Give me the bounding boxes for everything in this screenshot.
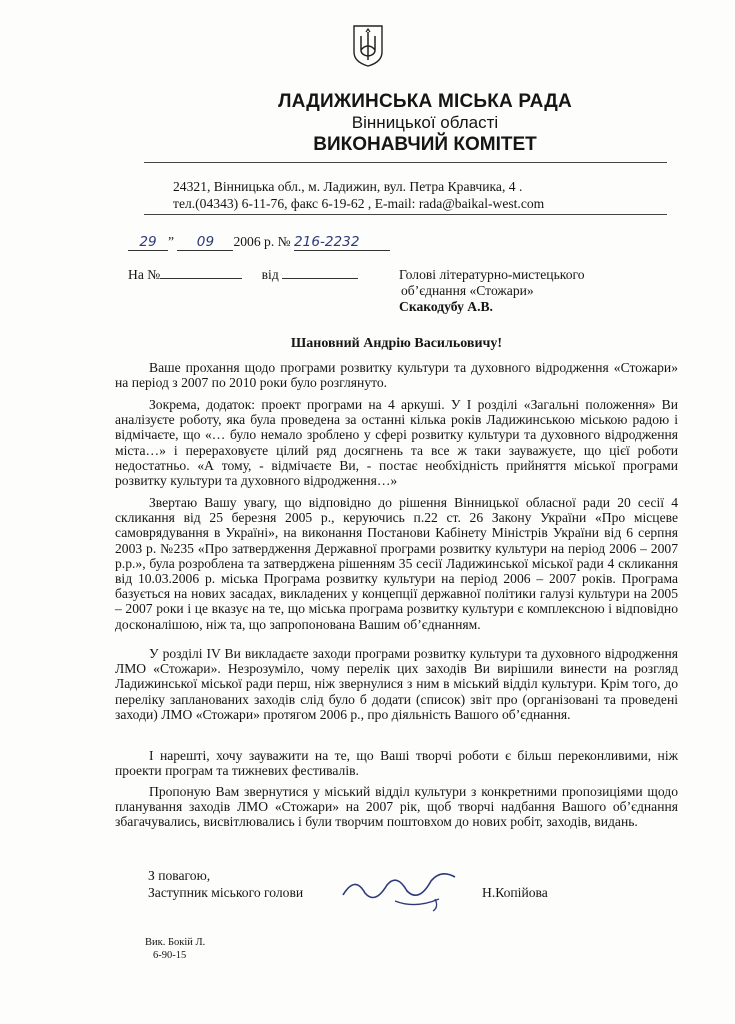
body-paragraph-4: У розділі ІV Ви викладаєте заходи програми розвитку культури та духовного відродження ЛМО «Стожари». Незрозуміло, чому перелік цих заходів Ви вирішили винести на розгляд Ладижинської міської ради перш, ніж звернулися з ним в міський відділ культури. Крім того, до переліку запланованих заходів слід було б додати (список) звіт про (організовані та проведені заходи) ЛМО «Стожари» протягом 2006 р., про діяльність Вашого об’єднання.: [115, 646, 678, 722]
body-paragraph-3: Звертаю Вашу увагу, що відповідно до рішення Вінницької обласної ради 20 сесії 4 скликання від 25 березня 2005 р., керуючись п.22 ст. 26 Закону України «Про місцеве самоврядування в Україні», на виконання Постанови Кабінету Міністрів України від 6 серпня 2003 р. №235 «Про затвердження Державної програми розвитку культури на період 2006 – 2007 р.р.», була розроблена та затверджена рішенням 35 сесії Ладижинської міської ради 4 скликання від 10.03.2006 р. міська Програма розвитку культури на період 2006 – 2007 років. Програма базується на нових засадах, викладених у концепції державної політики галузі культури на 2005 – 2007 роки і це вказує на те, що міська програма розвитку культури є комплексною і відповідно досконалішою, ніж та, що запропонована Вашим об’єднанням.: [115, 495, 678, 632]
vid-label: від: [261, 267, 279, 282]
body-paragraph-5: І нарешті, хочу зауважити на те, що Ваші творчі роботи є більш переконливими, ніж проекти програм та тижневих фестивалів.: [115, 748, 678, 779]
date-day-handwritten: 29: [139, 234, 157, 250]
header-rule: [144, 162, 667, 163]
signer-position: Заступник міського голови: [148, 885, 304, 900]
outgoing-ref: [128, 234, 390, 251]
address-rule: [144, 214, 667, 215]
committee-title: ВИКОНАВЧИЙ КОМІТЕТ: [313, 134, 537, 155]
recipient-line1: Голові літературно-мистецького: [399, 267, 585, 282]
quote-mark: ”: [168, 234, 175, 249]
salutation: Шановний Андрію Васильовичу!: [290, 336, 503, 351]
body-paragraph-1: Ваше прохання щодо програми розвитку культури та духовного відродження «Стожари» на період з 2007 по 2010 роки було розглянуто.: [115, 360, 678, 391]
date-month-handwritten: 09: [196, 234, 215, 250]
contacts-line: тел.(04343) 6-11-76, факс 6-19-62 , E-mail: rada@baikal-west.com: [173, 196, 545, 211]
body-paragraph-2: Зокрема, додаток: проект програми на 4 аркуші. У І розділі «Загальні положення» Ви аналізуєте роботу, яка була проведена за останні кілька років Ладижинською міською радою і відмічаєте, що «… було немало зроблено у сфері розвитку культури та духовного відродження міста…» і перераховуєте цілий ряд досягнень та все ж таки зауважуєте, що цієї роботи недостатньо. «А тому, - відмічаєте Ви, - постає необхідність прийняття міської програми розвитку культури та духовного відродження…»: [115, 397, 678, 489]
date-month-field: [177, 234, 233, 251]
na-label: На №: [128, 267, 161, 282]
recipient-line2: об’єднання «Стожари»: [401, 283, 534, 298]
org-title: ЛАДИЖИНСЬКА МІСЬКА РАДА: [278, 91, 572, 112]
outgoing-number-field: [294, 234, 390, 251]
executor-block: [145, 936, 205, 962]
handwritten-signature: [335, 865, 467, 915]
closing-regards: З повагою,: [148, 868, 211, 883]
signer-name: Н.Копійова: [482, 885, 548, 900]
executor-name: Вик. Бокій Л.: [145, 937, 206, 948]
incoming-date-field: [282, 278, 358, 279]
date-day-field: [128, 234, 168, 251]
recipient-name: Скакодубу А.В.: [399, 299, 493, 314]
address-line: 24321, Вінницька обл., м. Ладижин, вул. Петра Кравчика, 4 .: [173, 179, 523, 194]
year-number-label: 2006 р. №: [233, 234, 291, 249]
coat-of-arms-icon: [352, 24, 384, 68]
org-region: Вінницької області: [351, 113, 499, 132]
incoming-ref: [128, 267, 358, 283]
executor-phone: 6-90-15: [153, 950, 187, 961]
recipient-block: [399, 267, 585, 315]
body-paragraph-6: Пропоную Вам звернутися у міський відділ культури з конкретними пропозиціями щодо планування заходів ЛМО «Стожари» на 2007 рік, щоб творчі надбання Вашого об’єднання збагачувались, висвітлювались і були творчим поштовхом до нових робіт, заходів, видань.: [115, 784, 678, 830]
outgoing-number-handwritten: 216-2232: [294, 234, 360, 250]
incoming-number-field: [160, 278, 242, 279]
